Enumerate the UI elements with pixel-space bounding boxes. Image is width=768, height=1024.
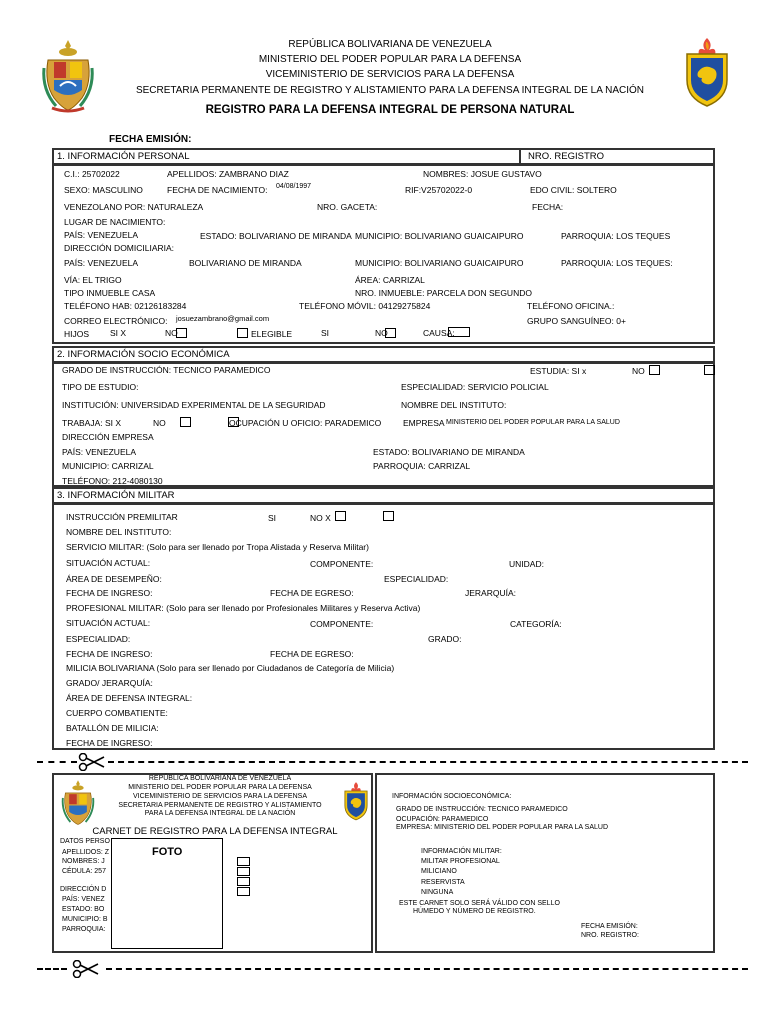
empresa-pais: PAÍS: VENEZUELA (62, 447, 137, 457)
telefono-hab-field: TELÉFONO HAB: 02126183284 (64, 301, 187, 311)
batallon-milicia-field: BATALLÓN DE MILICIA: (66, 723, 159, 733)
fecha-ingreso-3: FECHA DE INGRESO: (66, 738, 153, 748)
nombres-field: NOMBRES: JOSUE GUSTAVO (423, 169, 542, 179)
carnet-header-1: REPÚBLICA BOLIVARIANA DE VENEZUELA (148, 775, 292, 782)
section1-divider (519, 148, 521, 165)
carnet-header-2: MINISTERIO DEL PODER POPULAR PARA LA DEFENSA (128, 784, 312, 791)
situacion-actual-2: SITUACIÓN ACTUAL: (66, 618, 151, 628)
venezuela-coat-of-arms-icon (40, 38, 96, 114)
empresa-estado: ESTADO: BOLIVARIANO DE MIRANDA (373, 447, 525, 457)
correo-label: CORREO ELECTRÓNICO: (64, 316, 168, 326)
elegible-si-option: SI (321, 328, 330, 338)
cut-line-right (108, 761, 748, 763)
fanb-shield-emblem-icon (682, 36, 732, 108)
trabaja-no-checkbox[interactable] (180, 417, 191, 427)
carnet-header-5: PARA LA DEFENSA INTEGRAL DE LA NACIÓN (144, 810, 296, 817)
premilitar-extra-checkbox[interactable] (383, 511, 394, 521)
carnet-nombres: NOMBRES: J (62, 858, 105, 865)
carnet-ninguna: NINGUNA (421, 889, 454, 896)
grado-instruccion-field: GRADO DE INSTRUCCIÓN: TECNICO PARAMEDICO (62, 365, 271, 375)
carnet-municipio: MUNICIPIO: B (62, 916, 108, 923)
scissors-icon (78, 753, 106, 771)
carnet-validez-line1: ESTE CARNET SOLO SERÁ VÁLIDO CON SELLO (399, 900, 560, 907)
jerarquia-field: JERARQUÍA: (465, 588, 517, 598)
page-title: REGISTRO PARA LA DEFENSA INTEGRAL DE PERSONA NATURAL (205, 104, 575, 116)
carnet-pais: PAÍS: VENEZ (62, 896, 105, 903)
premilitar-no-option: NO X (310, 513, 331, 523)
carnet-header-3: VICEMINISTERIO DE SERVICIOS PARA LA DEFENSA (132, 793, 307, 800)
ci-field: C.I.: 25702022 (64, 169, 120, 179)
cut-line-left (37, 761, 77, 763)
estudia-field: ESTUDIA: SI x (530, 366, 587, 376)
nombre-instituto-militar: NOMBRE DEL INSTITUTO: (66, 527, 172, 537)
profesional-militar-label: PROFESIONAL MILITAR: (Solo para ser llenado por Profesionales Militares y Reserva Activa) (66, 603, 421, 613)
tipo-estudio-field: TIPO DE ESTUDIO: (62, 382, 139, 392)
componente-1: COMPONENTE: (310, 559, 374, 569)
elegible-no-option: NO (375, 328, 388, 338)
elegible-label: ELEGIBLE (251, 329, 293, 339)
lugar-nacimiento-label: LUGAR DE NACIMIENTO: (64, 217, 166, 227)
venezuela-coat-of-arms-small-icon (60, 779, 96, 827)
photo-label: FOTO (152, 846, 183, 858)
componente-2: COMPONENTE: (310, 619, 374, 629)
carnet-header-4: SECRETARIA PERMANENTE DE REGISTRO Y ALISTAMIENTO (118, 802, 322, 809)
fecha-egreso-2: FECHA DE EGRESO: (270, 649, 354, 659)
edo-civil-field: EDO CIVIL: SOLTERO (530, 185, 617, 195)
carnet-ocupacion: OCUPACIÓN: PARAMEDICO (396, 816, 489, 823)
institucion-field: INSTITUCIÓN: UNIVERSIDAD EXPERIMENTAL DE LA SEGURIDAD (62, 400, 326, 410)
header-line-secretariat: SECRETARIA PERMANENTE DE REGISTRO Y ALISTAMIENTO PARA LA DEFENSA INTEGRAL DE LA NACIÓN (135, 85, 645, 96)
header-line-republic: REPÚBLICA BOLIVARIANA DE VENEZUELA (288, 39, 492, 50)
carnet-nro-registro: NRO. REGISTRO: (581, 932, 639, 939)
fecha-emision-label: FECHA EMISIÓN: (109, 134, 192, 145)
carnet-apellidos: APELLIDOS: Z (62, 849, 110, 856)
section3-title: 3. INFORMACIÓN MILITAR (57, 490, 175, 501)
parroquia-domicilio: PARROQUIA: LOS TEQUES: (561, 258, 673, 268)
nro-registro-label: NRO. REGISTRO (528, 151, 605, 162)
empresa-label: EMPRESA (403, 418, 445, 428)
reservista-checkbox[interactable] (237, 877, 250, 886)
header-line-viceministry: VICEMINISTERIO DE SERVICIOS PARA LA DEFENSA (265, 69, 515, 80)
nombre-instituto-field: NOMBRE DEL INSTITUTO: (401, 400, 507, 410)
carnet-datos-label: DATOS PERSO (60, 838, 110, 845)
empresa-parroquia: PARROQUIA: CARRIZAL (373, 461, 471, 471)
carnet-militar-profesional: MILITAR PROFESIONAL (421, 858, 500, 865)
empresa-telefono: TELÉFONO: 212-4080130 (62, 476, 163, 486)
section1-title: 1. INFORMACIÓN PERSONAL (57, 151, 190, 162)
estudia-no-checkbox[interactable] (649, 365, 660, 375)
ocupacion-field: OCUPACIÓN U OFICIO: PARADEMICO (229, 418, 382, 428)
tipo-inmueble-field: TIPO INMUEBLE CASA (64, 288, 156, 298)
carnet-militar-title: INFORMACIÓN MILITAR: (421, 848, 502, 855)
area-desempeno-field: ÁREA DE DESEMPEÑO: (66, 574, 162, 584)
carnet-miliciano: MILICIANO (421, 868, 457, 875)
elegible-no-checkbox[interactable] (385, 328, 396, 338)
premilitar-si-option: SI (268, 513, 277, 523)
correo-value: josuezambrano@gmail.com (176, 314, 270, 323)
fecha-egreso-1: FECHA DE EGRESO: (270, 588, 354, 598)
scissors-bottom-icon (68, 960, 104, 978)
especialidad-1: ESPECIALIDAD: (384, 574, 449, 584)
venezolano-field: VENEZOLANO POR: NATURALEZA (64, 202, 204, 212)
section2-title: 2. INFORMACIÓN SOCIO ECONÓMICA (57, 349, 230, 360)
telefono-oficina-field: TELÉFONO OFICINA.: (527, 301, 615, 311)
cut-line-bottom-left (37, 968, 67, 970)
grado-field: GRADO: (428, 634, 462, 644)
parroquia-nacimiento: PARROQUIA: LOS TEQUES (561, 231, 671, 241)
fecha-ingreso-1: FECHA DE INGRESO: (66, 588, 153, 598)
instruccion-premilitar-label: INSTRUCCIÓN PREMILITAR (66, 512, 178, 522)
ninguna-checkbox[interactable] (237, 887, 250, 896)
fecha-ingreso-2: FECHA DE INGRESO: (66, 649, 153, 659)
categoria-field: CATEGORÍA: (510, 619, 562, 629)
carnet-title: CARNET DE REGISTRO PARA LA DEFENSA INTEGRAL (92, 826, 338, 837)
pais-domicilio: PAÍS: VENEZUELA (64, 258, 139, 268)
carnet-cedula: CÉDULA: 257 (62, 868, 106, 875)
grupo-sanguineo-field: GRUPO SANGUÍNEO: 0+ (527, 316, 626, 326)
header-line-ministry: MINISTERIO DEL PODER POPULAR PARA LA DEFENSA (258, 54, 522, 65)
apellidos-field: APELLIDOS: ZAMBRANO DIAZ (167, 169, 289, 179)
servicio-militar-label: SERVICIO MILITAR: (Solo para ser llenado por Tropa Alistada y Reserva Militar) (66, 542, 369, 552)
fecha-nacimiento-label: FECHA DE NACIMIENTO: (167, 185, 268, 195)
fanb-shield-small-icon (342, 781, 370, 821)
grado-jerarquia-field: GRADO/ JERARQUÍA: (66, 678, 153, 688)
nro-inmueble-field: NRO. INMUEBLE: PARCELA DON SEGUNDO (355, 288, 532, 298)
estado-domicilio: BOLIVARIANO DE MIRANDA (189, 258, 302, 268)
carnet-estado: ESTADO: BO (62, 906, 105, 913)
pais-nacimiento: PAÍS: VENEZUELA (64, 230, 139, 240)
via-field: VÍA: EL TRIGO (64, 275, 122, 285)
carnet-parroquia: PARROQUIA: (62, 926, 106, 933)
empresa-municipio: MUNICIPIO: CARRIZAL (62, 461, 154, 471)
hijos-no-option: NO (165, 328, 178, 338)
estudia-no-option: NO (632, 366, 645, 376)
fecha-field: FECHA: (532, 202, 564, 212)
estudia-extra-checkbox[interactable] (704, 365, 715, 375)
carnet-validez-line2: HÚMEDO Y NÚMERO DE REGISTRO. (413, 908, 536, 915)
rif-field: RIF:V25702022-0 (405, 185, 473, 195)
trabaja-no-option: NO (153, 418, 166, 428)
milicia-label: MILICIA BOLIVARIANA (Solo para ser llenado por Ciudadanos de Categoría de Milicia) (66, 663, 395, 673)
direccion-domiciliaria-label: DIRECCIÓN DOMICILIARIA: (64, 243, 175, 253)
telefono-movil-field: TELÉFONO MÓVIL: 04129275824 (299, 301, 431, 311)
militar-profesional-checkbox[interactable] (237, 857, 250, 866)
elegible-checkbox[interactable] (237, 328, 248, 338)
carnet-fecha-emision: FECHA EMISIÓN: (581, 923, 638, 930)
empresa-value: MINISTERIO DEL PODER POPULAR PARA LA SALUD (446, 419, 620, 426)
causa-label: CAUSA: (423, 328, 455, 338)
estado-nacimiento: ESTADO: BOLIVARIANO DE MIRANDA (200, 231, 352, 241)
municipio-nacimiento: MUNICIPIO: BOLIVARIANO GUAICAIPURO (355, 231, 524, 241)
causa-box[interactable] (448, 327, 470, 337)
miliciano-checkbox[interactable] (237, 867, 250, 876)
trabaja-field: TRABAJA: SI X (62, 418, 122, 428)
carnet-direccion-label: DIRECCIÓN D (60, 886, 107, 893)
fecha-nacimiento-value: 04/08/1997 (276, 183, 312, 190)
carnet-socioeconomica-title: INFORMACIÓN SOCIOECONÓMICA: (392, 793, 512, 800)
area-field: ÁREA: CARRIZAL (355, 275, 425, 285)
carnet-empresa: EMPRESA: MINISTERIO DEL PODER POPULAR PARA LA SALUD (396, 824, 609, 831)
premilitar-no-checkbox[interactable] (335, 511, 346, 521)
especialidad-field: ESPECIALIDAD: SERVICIO POLICIAL (401, 382, 549, 392)
cut-line-bottom-right (106, 968, 748, 970)
hijos-si-option: SI X (110, 328, 127, 338)
municipio-domicilio: MUNICIPIO: BOLIVARIANO GUAICAIPURO (355, 258, 524, 268)
direccion-empresa-label: DIRECCIÓN EMPRESA (62, 432, 154, 442)
cuerpo-combatiente-field: CUERPO COMBATIENTE: (66, 708, 168, 718)
hijos-no-checkbox[interactable] (176, 328, 187, 338)
especialidad-2: ESPECIALIDAD: (66, 634, 131, 644)
carnet-grado: GRADO DE INSTRUCCIÓN: TECNICO PARAMEDICO (396, 806, 568, 813)
carnet-reservista: RESERVISTA (421, 879, 465, 886)
nro-gaceta-field: NRO. GACETA: (317, 202, 378, 212)
sexo-field: SEXO: MASCULINO (64, 185, 143, 195)
hijos-label: HIJOS (64, 329, 90, 339)
area-defensa-field: ÁREA DE DEFENSA INTEGRAL: (66, 693, 193, 703)
situacion-actual-1: SITUACIÓN ACTUAL: (66, 558, 151, 568)
unidad-field: UNIDAD: (509, 559, 544, 569)
